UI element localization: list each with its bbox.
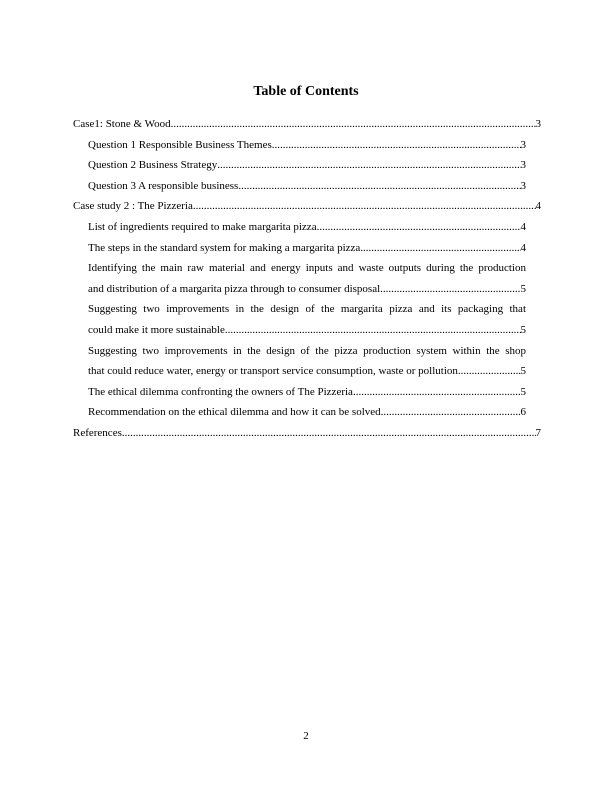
toc-entry-steps[interactable] (73, 238, 526, 259)
toc-entry-text: Case1: Stone & Wood (73, 118, 171, 130)
leader-dots (217, 155, 520, 176)
toc-entry-case-study-2[interactable] (73, 196, 541, 217)
leader-dots (360, 238, 520, 259)
toc-entry-case1[interactable] (73, 114, 541, 135)
toc-entry-ethical-dilemma[interactable] (73, 382, 526, 403)
toc-entry-text-line2: that could reduce water, energy or transport service consumption, waste or pollution (88, 365, 458, 378)
toc-entry-text: Recommendation on the ethical dilemma and how it can be solved (88, 406, 381, 419)
leader-dots (225, 320, 521, 341)
toc-entry-page: 6 (520, 406, 526, 419)
toc-entry-page: 7 (535, 426, 541, 439)
leader-dots (381, 402, 521, 423)
toc-entry-text: Question 1 Responsible Business Themes (88, 138, 272, 151)
leader-dots (171, 114, 536, 135)
toc-entry-raw-material[interactable] (73, 258, 526, 299)
leader-dots (272, 135, 521, 156)
toc-entry-text: References (73, 426, 122, 439)
toc-entry-page: 5 (520, 385, 526, 398)
toc-title: Table of Contents (253, 84, 359, 99)
toc-entry-ingredients[interactable] (73, 217, 526, 238)
leader-dots (458, 361, 521, 382)
page-number: 2 (303, 730, 309, 742)
toc-entry-text: List of ingredients required to make margarita pizza (88, 220, 317, 233)
toc-entry-text-line2: and distribution of a margarita pizza through to consumer disposal (88, 282, 381, 295)
toc-entry-text-line2: could make it more sustainable (88, 323, 225, 336)
toc-entry-page: 3 (535, 118, 541, 130)
table-of-contents (73, 114, 541, 444)
leader-dots (238, 176, 520, 197)
leader-dots (122, 423, 536, 444)
leader-dots (353, 382, 521, 403)
toc-entry-question-1[interactable] (73, 135, 526, 156)
toc-entry-packaging-improvements[interactable] (73, 299, 526, 340)
toc-entry-page: 5 (520, 282, 526, 295)
toc-entry-text-line1: Identifying the main raw material and energy inputs and waste outputs during the production (88, 262, 526, 275)
toc-entry-page: 3 (520, 159, 526, 172)
toc-entry-page: 3 (520, 179, 526, 192)
toc-entry-page: 4 (535, 200, 541, 213)
toc-entry-text: Question 3 A responsible business (88, 179, 239, 192)
toc-entry-page: 4 (520, 241, 526, 254)
toc-entry-page: 5 (520, 365, 526, 378)
leader-dots (317, 217, 521, 238)
toc-entry-question-2[interactable] (73, 155, 526, 176)
toc-entry-text: Question 2 Business Strategy (88, 159, 218, 172)
leader-dots (380, 279, 520, 300)
toc-entry-page: 4 (520, 220, 526, 233)
toc-entry-production-improvements[interactable] (73, 341, 526, 382)
toc-entry-text-line1: Suggesting two improvements in the design of the margarita pizza and its packaging that (88, 303, 526, 316)
toc-entry-text: The steps in the standard system for making a margarita pizza (88, 241, 361, 254)
toc-entry-recommendation[interactable] (73, 402, 526, 423)
toc-entry-references[interactable] (73, 423, 541, 444)
toc-entry-text: The ethical dilemma confronting the owners of The Pizzeria (88, 385, 353, 398)
toc-entry-text-line1: Suggesting two improvements in the design of the pizza production system within the shop (88, 344, 526, 357)
toc-entry-page: 5 (520, 323, 526, 336)
toc-entry-question-3[interactable] (73, 176, 526, 197)
toc-entry-text: Case study 2 : The Pizzeria (73, 200, 193, 213)
leader-dots (193, 196, 536, 217)
toc-entry-page: 3 (520, 138, 526, 151)
